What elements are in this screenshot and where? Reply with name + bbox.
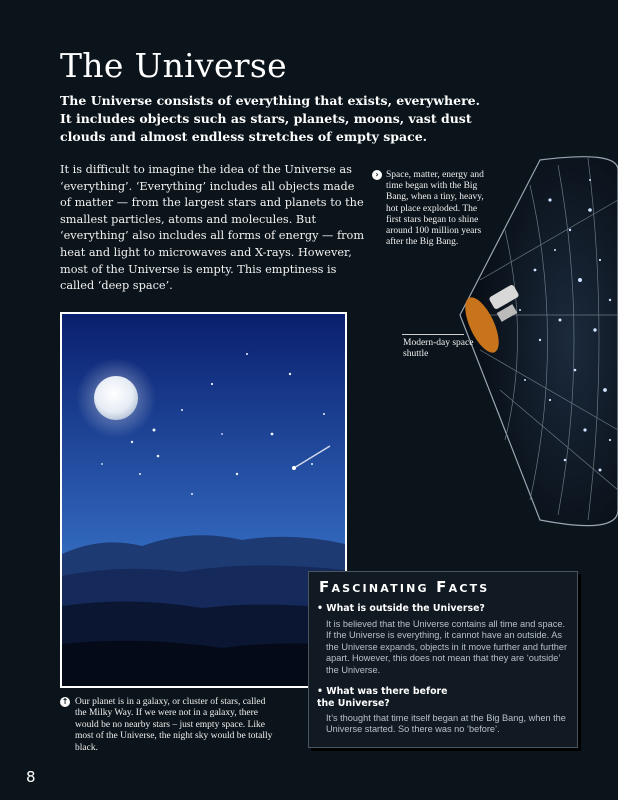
fascinating-facts-box [308, 571, 578, 748]
body-paragraph: It is difficult to imagine the idea of the Universe as ‘everything’. ‘Everything’ includes all objects made of matter — from the largest stars and planets to the smallest particles, atoms and molecules. But ‘everything’ also includes all forms of energy — from heat and light to microwaves and X-rays. However, most of the Universe is empty. This emptiness is called ‘deep space’. [60, 163, 365, 293]
fact-answer-2: It’s thought that time itself began at the Big Bang, when the Universe started. So there was no ‘before’. [326, 713, 566, 735]
fact-question-2: • What was there before the Universe? [317, 686, 448, 709]
page-number: 8 [26, 768, 36, 786]
circle-arrow-right-icon: › [372, 170, 382, 180]
facts-title: Fascinating Facts [319, 578, 490, 596]
intro-paragraph: The Universe consists of everything that exists, everywhere. It includes objects such as stars, planets, moons, vast dust clouds and almost endless stretches of empty space. [60, 93, 480, 144]
big-bang-caption-text: Space, matter, energy and time began with the Big Bang, when a tiny, heavy, hot place exploded. The first stars began to shine around 100 million years after the Big Bang. [386, 170, 484, 248]
shuttle-pointer-line [402, 334, 464, 335]
milky-way-caption-text: Our planet is in a galaxy, or cluster of stars, called the Milky Way. If we were not in a galaxy, there would be no nearby stars – just empty space. Like most of the Universe, the night sky would be totally black. [75, 697, 273, 753]
shuttle-caption: Modern-day space shuttle [403, 338, 474, 359]
night-sky-photo [60, 312, 347, 688]
milky-way-caption [60, 697, 275, 754]
fact-answer-1: It is believed that the Universe contains all time and space. If the Universe is everything, it cannot have an outside. As the Universe expands, objects in it move further and further apart. However, this does not mean that they are ‘outside’ the Universe. [326, 619, 568, 675]
circle-arrow-up-icon: ↑ [61, 697, 69, 706]
page-title: The Universe [60, 46, 287, 85]
moon-icon [94, 376, 138, 420]
fact-question-1: • What is outside the Universe? [317, 603, 485, 614]
